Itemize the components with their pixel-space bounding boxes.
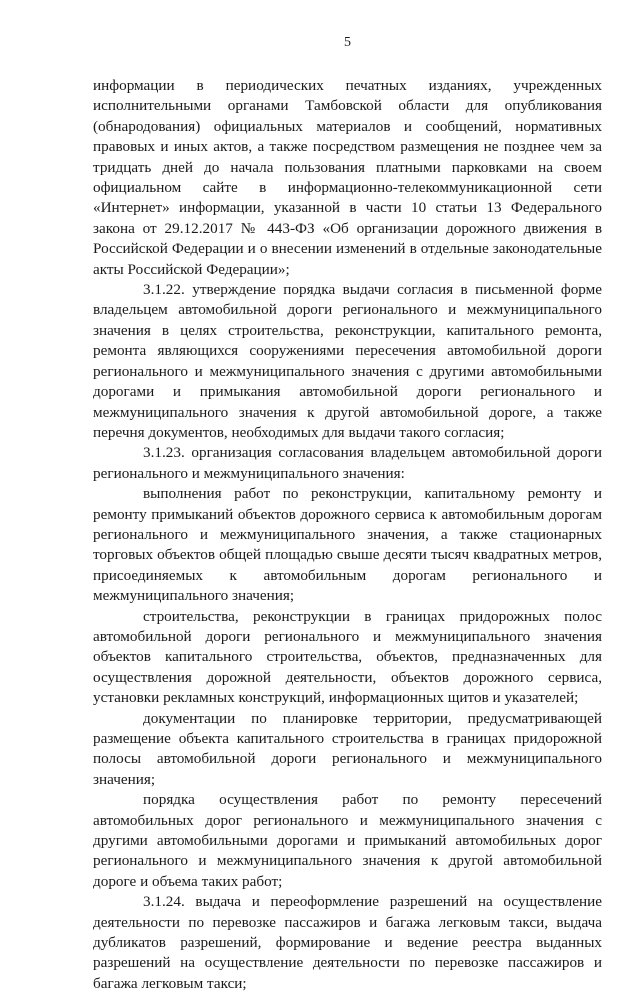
paragraph: информации в периодических печатных изданиях, учрежденных исполнительными органами Тамбовской области для опубликования (обнародования) официальных материалов и сообщений, нормативных правовых и иных актов, а также посредством размещения не позднее чем за тридцать дней до начала пользования платными парковками на своем официальном сайте в информационно-телекоммуникационной сети «Интернет» информации, указанной в части 10 статьи 13 Федерального закона от 29.12.2017 № 443-ФЗ «Об организации дорожного движения в Российской Федерации и о внесении изменений в отдельные законодательные акты Российской Федерации»;	[93, 77, 602, 278]
paragraph: 3.1.22. утверждение порядка выдачи согласия в письменной форме владельцем автомобильной дороги регионального и межмуниципального значения в целях строительства, реконструкции, капитального ремонта, ремонта являющихся сооружениями пересечения автомобильной дороги регионального и межмуниципального значения с другими автомобильными дорогами и примыкания автомобильной дороги регионального и межмуниципального значения к другой автомобильной дороге, а также перечня документов, необходимых для выдачи такого согласия;	[93, 281, 602, 441]
paragraph: порядка осуществления работ по ремонту пересечений автомобильных дорог регионального и межмуниципального значения с другими автомобильными дорогами и примыканий автомобильных дорог регионального и межмуниципального значения к другой автомобильной дороге и объема таких работ;	[93, 791, 602, 890]
paragraph: строительства, реконструкции в границах придорожных полос автомобильной дороги регионального и межмуниципального значения объектов капитального строительства, объектов, предназначенных для осуществления дорожной деятельности, объектов дорожного сервиса, установки рекламных конструкций, информационных щитов и указателей;	[93, 607, 602, 707]
paragraph: документации по планировке территории, предусматривающей размещение объекта капитального строительства в границах придорожной полосы автомобильной дороги регионального и межмуниципального значения;	[93, 709, 602, 788]
paragraph: 3.1.24. выдача и переоформление разрешений на осуществление деятельности по перевозке пассажиров и багажа легковым такси, выдача дубликатов разрешений, формирование и ведение реестра выданных разрешений на осуществление деятельности по перевозке пассажиров и багажа легковым такси;	[93, 893, 602, 992]
paragraph: 3.1.23. организация согласования владельцем автомобильной дороги регионального и межмуниципального значения:	[93, 444, 602, 482]
paragraph: выполнения работ по реконструкции, капитальному ремонту и ремонту примыканий объектов дорожного сервиса к автомобильным дорогам регионального и межмуниципального значения, а также стационарных торговых объектов общей площадью свыше десяти тысяч квадратных метров, присоединяемых к автомобильным дорогам регионального и межмуниципального значения;	[93, 485, 602, 605]
document-body	[93, 76, 602, 994]
page-number: 5	[344, 35, 351, 50]
